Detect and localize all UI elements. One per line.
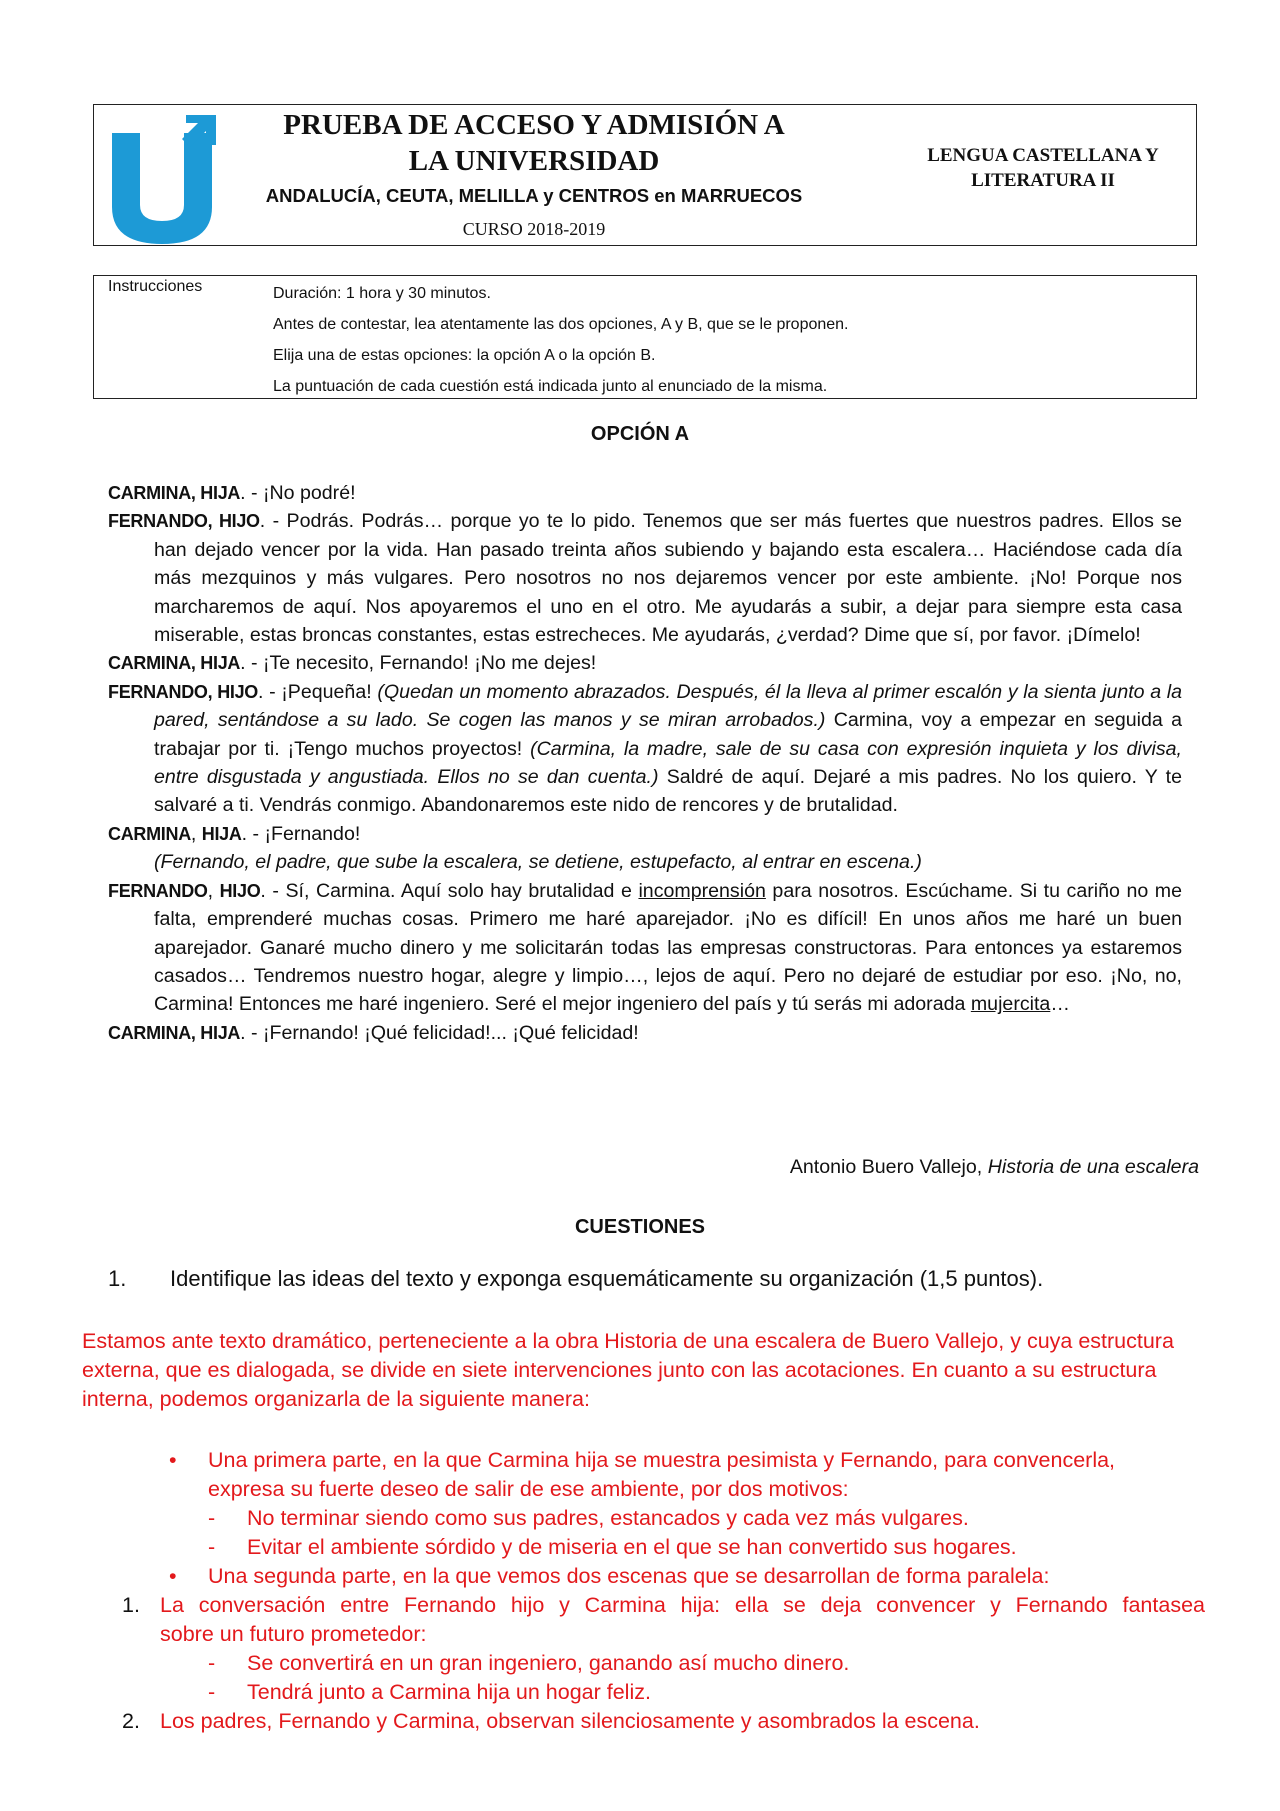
instructions-list [273, 278, 849, 402]
dialogue-line [108, 848, 1182, 876]
list-number: 2. [122, 1709, 140, 1733]
outline-subitem: Tendrá junto a Carmina hija un hogar feliz. [247, 1680, 651, 1704]
dialogue-line [108, 820, 1182, 848]
stage-direction: (Carmina, la madre, sale de su casa con expresión inquieta y los divisa, entre disgustada y angustiada. Ellos no se dan cuenta.) [154, 737, 1182, 789]
dialogue-line [108, 678, 1182, 820]
questions-title: CUESTIONES [574, 1216, 706, 1238]
dialogue-line [108, 1019, 1182, 1047]
speaker: FERNANDO [108, 880, 208, 901]
line-text: Carmina, voy a empezar en seguida a trabajar por ti. ¡Tengo muchos proyectos! [154, 709, 1182, 760]
speaker-separator: , [190, 822, 202, 845]
attribution-work: Historia de una escalera [987, 1156, 1199, 1178]
speaker: FERNANDO, HIJO [108, 511, 260, 532]
dialogue-text [108, 479, 1182, 1047]
line-text: Saldré de aquí. Dejaré a mis padres. No los quiero. Y te salvaré a ti. Vendrás conmigo. Abandonaremos este nido de rencores y de brutalidad. [154, 766, 1182, 817]
speaker: FERNANDO, HIJO [108, 681, 259, 702]
instructions-label: Instrucciones [108, 278, 203, 295]
instruction-line: La puntuación de cada cuestión está indicada junto al enunciado de la misma. [273, 378, 828, 395]
line-text: para nosotros. Escúchame. Si tu cariño no me falta, emprenderé muchas cosas. Primero me haré aparejador. ¡No es difícil! En unos años me haré un buen aparejador. Ganaré mucho dinero y me solicitarán todas las empresas constructoras. Para entonces ya estaremos casados… Tendremos nuestro hogar, alegre y limpio…, lejos de aquí. Pero no dejaré de estudiar por eso. ¡No, no, Carmina! Entonces me haré ingeniero. Seré el mejor ingeniero del país y tú serás mi adorada [154, 879, 1183, 1016]
attribution-author: Antonio Buero Vallejo, [789, 1156, 988, 1178]
outline-item: sobre un futuro prometedor: [160, 1622, 427, 1646]
exam-course: CURSO 2018-2019 [462, 219, 606, 239]
dialogue-line [108, 877, 1182, 1019]
speaker: CARMINA, HIJA [108, 653, 241, 674]
line-text: … [1050, 993, 1070, 1016]
instructions-box [93, 275, 1197, 399]
list-number: 1. [122, 1593, 140, 1617]
line-text: . - Sí, Carmina. Aquí solo hay brutalidad e [260, 879, 639, 902]
line-text: . - ¡No podré! [240, 482, 356, 504]
dash-icon: - [208, 1680, 216, 1704]
outline-subitem: Se convertirá en un gran ingeniero, ganando así mucho dinero. [247, 1651, 850, 1675]
question-text: Identifique las ideas del texto y exponga esquemáticamente su organización (1,5 puntos). [170, 1266, 1044, 1291]
speaker: CARMINA, HIJA [108, 483, 241, 503]
exam-region: ANDALUCÍA, CEUTA, MELILLA y CENTROS en MARRUECOS [265, 185, 803, 206]
underlined-word: incomprensión [638, 879, 766, 902]
speaker: CARMINA [108, 823, 191, 844]
outline-item: expresa su fuerte deseo de salir de ese ambiente, por dos motivos: [208, 1477, 849, 1501]
question-1 [108, 1266, 1043, 1292]
instruction-line: Duración: 1 hora y 30 minutos. [273, 285, 491, 302]
speaker-separator: , [207, 879, 220, 902]
line-text: . - Podrás. Podrás… porque yo te lo pido. Tenemos que ser más fuertes que nuestros padres. Ellos se han dejado vencer por la vida. Han pasado treinta años subiendo y bajando esta escalera… Haciéndose cada día más mezquinos y más vulgares. Pero nosotros no nos dejaremos vencer por este ambiente. ¡No! Porque nos marcharemos de aquí. Nos apoyaremos el uno en el otro. Me ayudarás a subir, a dejar para siempre esta casa miserable, estas broncas constantes, estas estrecheces. Me ayudarás, ¿verdad? Dime que sí, por favor. ¡Dímelo! [154, 510, 1183, 647]
outline-item: Los padres, Fernando y Carmina, observan silenciosamente y asombrados la escena. [160, 1709, 980, 1733]
line-text: . - ¡Fernando! ¡Qué felicidad!... ¡Qué felicidad! [240, 1021, 639, 1044]
answer-intro: Estamos ante texto dramático, perteneciente a la obra Historia de una escalera de Buero Vallejo, y cuya estructura externa, que es dialogada, se divide en siete intervenciones junto con las acotaciones. En cuanto a su estructura interna, podemos organizarla de la siguiente manera: [82, 1329, 1174, 1411]
outline-subitem: No terminar siendo como sus padres, estancados y cada vez más vulgares. [247, 1506, 969, 1530]
stage-direction: (Fernando, el padre, que sube la escalera, se detiene, estupefacto, al entrar en escena.) [154, 851, 922, 874]
speaker: HIJA [201, 823, 242, 844]
dash-icon: - [208, 1506, 216, 1530]
exam-title: PRUEBA DE ACCESO Y ADMISIÓN A LA UNIVERSIDAD [283, 109, 785, 177]
outline-item: Una segunda parte, en la que vemos dos escenas que se desarrollan de forma paralela: [208, 1564, 1050, 1588]
dialogue-line [108, 507, 1182, 649]
underlined-word: mujercita [970, 993, 1051, 1016]
bullet-icon: • [169, 1448, 177, 1472]
speaker: HIJO [219, 880, 261, 901]
instruction-line: Antes de contestar, lea atentamente las dos opciones, A y B, que se le proponen. [273, 316, 849, 333]
exam-header [93, 104, 1197, 246]
bullet-icon: • [169, 1564, 177, 1588]
line-text: . - ¡Te necesito, Fernando! ¡No me dejes! [240, 652, 597, 675]
outline-item: La conversación entre Fernando hijo y Carmina hija: ella se deja convencer y Fernando fantasea [160, 1593, 1205, 1617]
option-title: OPCIÓN A [590, 423, 690, 445]
stage-direction: (Quedan un momento abrazados. Después, él la lleva al primer escalón y la sienta junto a la pared, sentándose a su lado. Se cogen las manos y se miran arrobados.) [154, 680, 1182, 732]
outline-item: Una primera parte, en la que Carmina hija se muestra pesimista y Fernando, para convencerla, [208, 1448, 1116, 1472]
instruction-line: Elija una de estas opciones: la opción A o la opción B. [273, 347, 656, 364]
line-text: . - ¡Pequeña! [258, 680, 378, 703]
dialogue-line [108, 649, 1182, 677]
speaker: CARMINA, HIJA [108, 1022, 241, 1043]
dash-icon: - [208, 1535, 216, 1559]
exam-subject: LENGUA CASTELLANA Y LITERATURA II [927, 145, 1159, 191]
attribution [790, 1156, 1199, 1179]
outline-subitem: Evitar el ambiente sórdido y de miseria en el que se han convertido sus hogares. [247, 1535, 1017, 1559]
question-number: 1. [108, 1266, 127, 1291]
dash-icon: - [208, 1651, 216, 1675]
dialogue-line [108, 479, 1182, 507]
university-logo [104, 109, 222, 244]
line-text: . - ¡Fernando! [241, 822, 361, 845]
